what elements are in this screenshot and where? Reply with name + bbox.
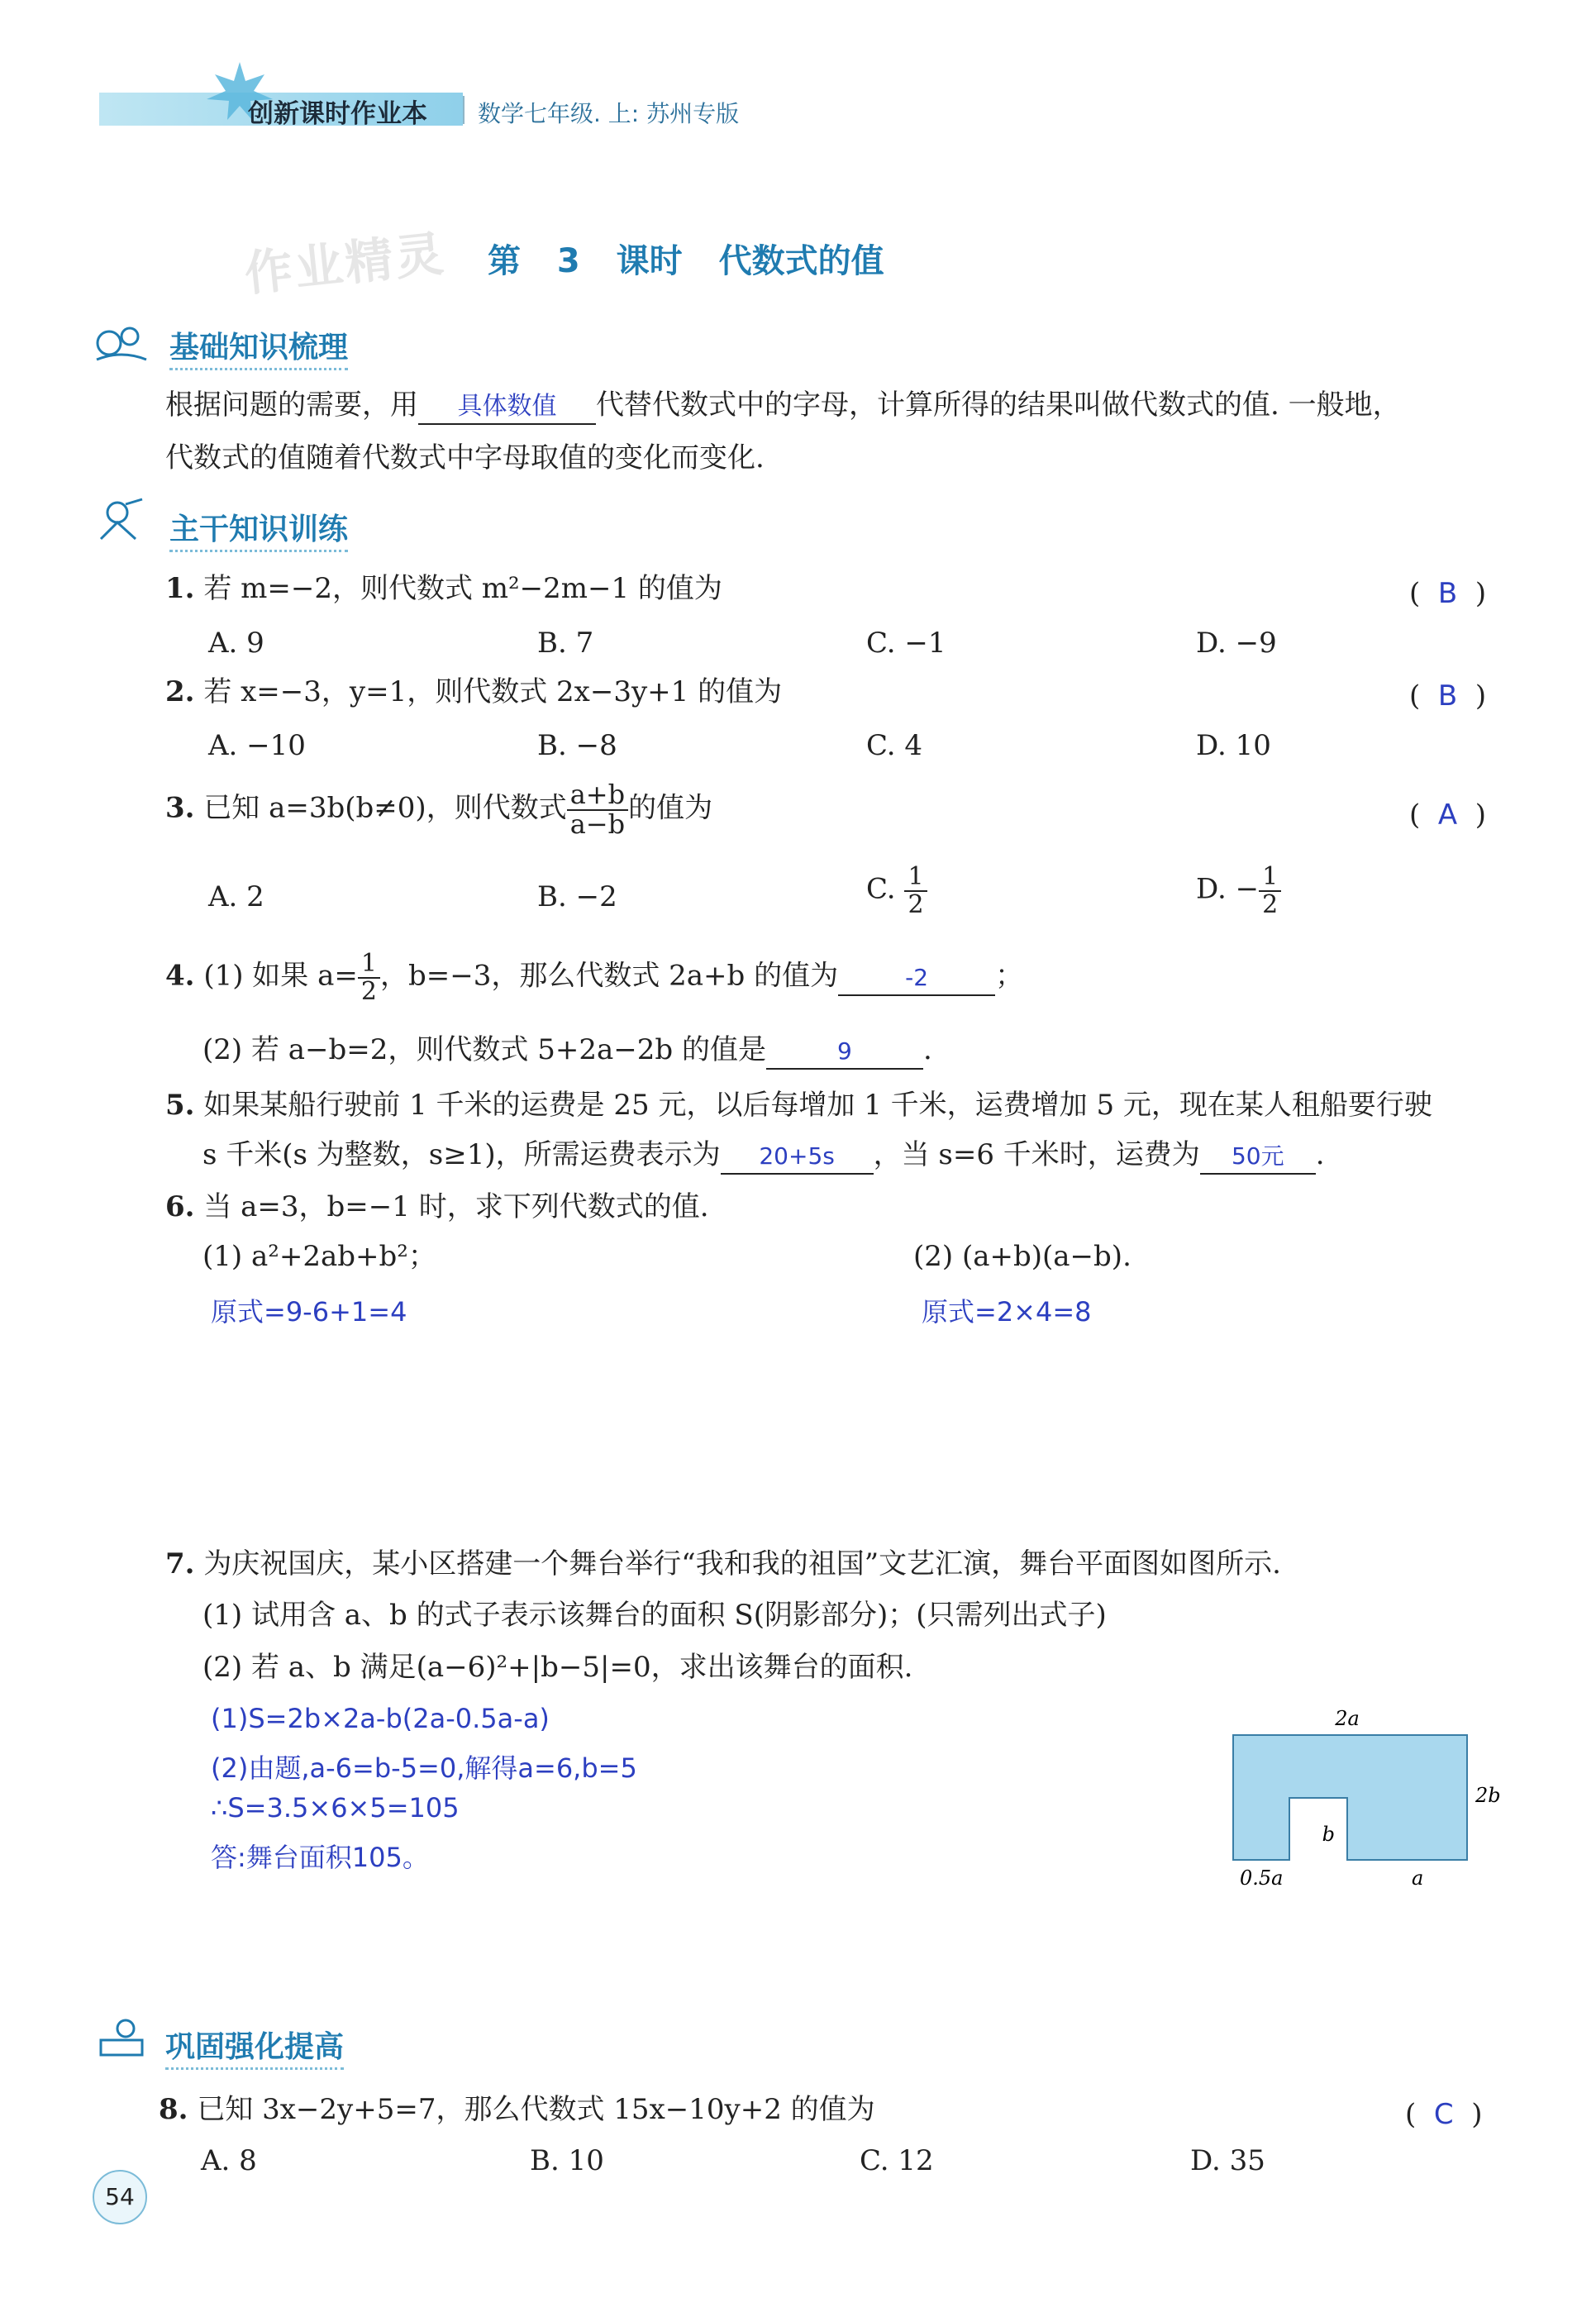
lesson-title: 第 3 课时 代数式的值 — [488, 242, 884, 280]
basic-line-1 — [165, 387, 1401, 425]
q6-number: 6. — [165, 1190, 195, 1223]
q4-p1-after: ，b=−3，那么代数式 2a+b 的值为 — [379, 959, 839, 993]
label-2b: 2b — [1475, 1784, 1501, 1807]
section-basic-title: 基础知识梳理 — [169, 324, 348, 370]
section-main-icon — [93, 496, 150, 542]
label-2a: 2a — [1335, 1707, 1360, 1730]
q6-stem — [165, 1189, 709, 1225]
label-0-5a: 0.5a — [1240, 1866, 1284, 1890]
q5-text-1: 如果某船行驶前 1 千米的运费是 25 元，以后每增加 1 千米，运费增加 5 元，现在某人租船要行驶 — [203, 1089, 1432, 1122]
q2-choice-c: C. 4 — [866, 729, 923, 762]
q7-answer-line-3: ∴S=3.5×6×5=105 — [211, 1792, 460, 1824]
basic-text-after: 代替代数式中的字母，计算所得的结果叫做代数式的值. 一般地， — [596, 389, 1401, 422]
q1-choice-c: C. −1 — [866, 627, 946, 660]
q3-choice-d-label: D. − — [1196, 872, 1260, 906]
q5-answer-1: 20+5s — [759, 1142, 835, 1170]
q5-text-2b: ，当 s=6 千米时，运费为 — [873, 1138, 1200, 1171]
q2-choice-d: D. 10 — [1196, 729, 1271, 762]
q8-choice-d: D. 35 — [1190, 2144, 1265, 2177]
q7-answer-line-1: (1)S=2b×2a-b(2a-0.5a-a) — [211, 1703, 550, 1734]
q3-c-den: 2 — [908, 889, 924, 919]
watermark: 作业精灵 — [241, 225, 449, 303]
q1-answer: B — [1437, 577, 1458, 610]
basic-text-before: 根据问题的需要，用 — [165, 389, 418, 422]
q3-choice-a: A. 2 — [208, 880, 264, 913]
q1-answer-paren: ( B ) — [1409, 577, 1487, 610]
q5-line1 — [165, 1087, 1432, 1123]
q4-number: 4. — [165, 959, 195, 993]
label-b: b — [1322, 1823, 1335, 1846]
q5-text-2a: s 千米(s 为整数，s≥1)，所需运费表示为 — [202, 1138, 721, 1171]
q7-answer-line-2: (2)由题,a-6=b-5=0,解得a=6,b=5 — [211, 1752, 637, 1784]
page-number: 54 — [93, 2170, 147, 2224]
q2-choice-a: A. −10 — [208, 729, 306, 762]
basic-answer: 具体数值 — [457, 392, 557, 421]
q8-answer: C — [1433, 2098, 1454, 2131]
q4-p2-answer: 9 — [837, 1037, 852, 1065]
q1-text: 若 m=−2，则代数式 m²−2m−1 的值为 — [203, 572, 722, 605]
stage-shape — [1233, 1735, 1467, 1860]
q8-text: 已知 3x−2y+5=7，那么代数式 15x−10y+2 的值为 — [197, 2093, 875, 2126]
q4-p1-end: ； — [995, 959, 1024, 993]
q3-d-num: 1 — [1259, 864, 1281, 892]
q4-p2-before: (2) 若 a−b=2，则代数式 5+2a−2b 的值是 — [202, 1033, 766, 1066]
q5-line2 — [202, 1137, 1325, 1175]
q4-frac-num: 1 — [358, 951, 380, 979]
q6-answer-2: 原式=2×4=8 — [922, 1296, 1092, 1328]
book-title: 创新课时作业本 — [248, 99, 427, 129]
q6-part1: (1) a²+2ab+b²； — [202, 1240, 436, 1273]
q8-answer-paren: ( C ) — [1405, 2098, 1483, 2131]
q7-number: 7. — [165, 1547, 195, 1580]
q5-answer-2: 50元 — [1231, 1142, 1284, 1170]
q7-part1: (1) 试用含 a、b 的式子表示该舞台的面积 S(阴影部分)；(只需列出式子) — [202, 1599, 1107, 1632]
header-divider — [463, 96, 465, 124]
q4-frac-den: 2 — [360, 976, 377, 1006]
q6-text: 当 a=3，b=−1 时，求下列代数式的值. — [203, 1190, 709, 1223]
stage-figure — [1223, 1699, 1521, 1897]
q4-fraction — [358, 951, 380, 1004]
q4-p1-before: (1) 如果 a= — [203, 959, 358, 993]
q6-part2: (2) (a+b)(a−b). — [913, 1240, 1131, 1273]
q8-stem — [159, 2091, 875, 2128]
q3-stem — [165, 781, 712, 838]
q2-number: 2. — [165, 675, 195, 708]
q6-answer-1: 原式=9-6+1=4 — [211, 1296, 407, 1328]
q4-part1 — [165, 951, 1023, 1004]
q2-text: 若 x=−3，y=1，则代数式 2x−3y+1 的值为 — [203, 675, 783, 708]
q3-d-den: 2 — [1262, 889, 1279, 919]
q3-number: 3. — [165, 791, 195, 825]
q3-answer-paren: ( A ) — [1409, 799, 1487, 832]
q1-choice-b: B. 7 — [537, 627, 594, 660]
q4-p1-answer: -2 — [905, 963, 929, 991]
q2-choice-b: B. −8 — [537, 729, 617, 762]
q3-text-after: 的值为 — [628, 791, 713, 825]
q2-stem — [165, 674, 782, 710]
q4-part2 — [202, 1032, 932, 1070]
q1-choice-d: D. −9 — [1196, 627, 1277, 660]
q7-part2: (2) 若 a、b 满足(a−6)²+|b−5|=0，求出该舞台的面积. — [202, 1651, 913, 1684]
q2-answer-paren: ( B ) — [1409, 679, 1487, 713]
q3-frac-den: a−b — [569, 808, 626, 840]
q2-answer: B — [1437, 679, 1458, 713]
q7-text: 为庆祝国庆，某小区搭建一个舞台举行“我和我的祖国”文艺汇演，舞台平面图如图所示. — [203, 1547, 1281, 1580]
q8-choice-a: A. 8 — [201, 2144, 257, 2177]
q8-number: 8. — [159, 2093, 188, 2126]
q3-choice-c-label: C. — [866, 872, 896, 906]
q1-number: 1. — [165, 572, 195, 605]
q4-p2-end: . — [922, 1033, 932, 1066]
q1-stem — [165, 570, 722, 607]
q3-frac-num: a+b — [567, 781, 628, 811]
q3-answer: A — [1437, 799, 1458, 832]
q3-choice-d — [1196, 864, 1281, 918]
q3-choice-d-fraction — [1259, 864, 1281, 918]
q3-choice-c — [866, 864, 927, 918]
q3-choice-b: B. −2 — [537, 880, 617, 913]
q3-c-num: 1 — [904, 864, 927, 892]
section-consolidate-title: 巩固强化提高 — [165, 2024, 344, 2070]
q3-choice-c-fraction — [904, 864, 927, 918]
q7-stem — [165, 1546, 1281, 1582]
q3-fraction — [567, 781, 628, 838]
label-a: a — [1412, 1866, 1424, 1890]
q7-answer-line-4: 答:舞台面积105。 — [211, 1842, 429, 1873]
q3-text-before: 已知 a=3b(b≠0)，则代数式 — [203, 791, 567, 825]
book-subtitle: 数学七年级. 上: 苏州专版 — [478, 100, 740, 127]
section-basic-icon — [93, 318, 150, 365]
q1-choice-a: A. 9 — [208, 627, 264, 660]
section-main-title: 主干知识训练 — [169, 506, 348, 552]
q8-choice-b: B. 10 — [530, 2144, 604, 2177]
q8-choice-c: C. 12 — [860, 2144, 934, 2177]
q5-text-2c: . — [1315, 1138, 1325, 1171]
q5-number: 5. — [165, 1089, 195, 1122]
section-consolidate-icon — [93, 2015, 150, 2062]
basic-line-2: 代数式的值随着代数式中字母取值的变化而变化. — [165, 441, 765, 474]
